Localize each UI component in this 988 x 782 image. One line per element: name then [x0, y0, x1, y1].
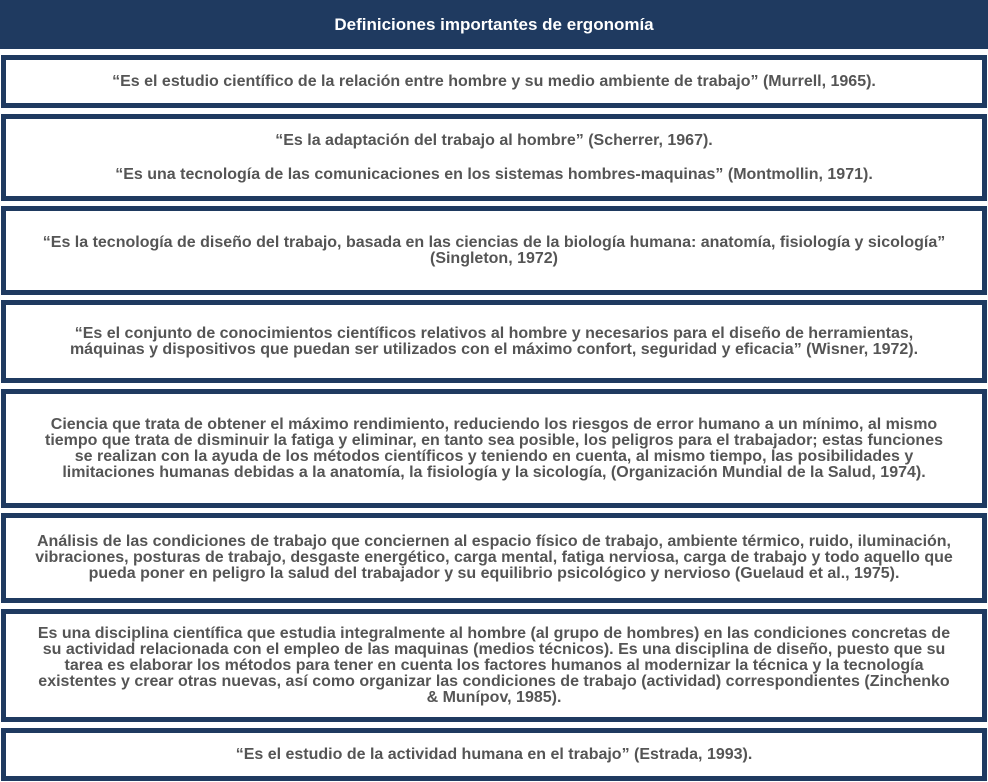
definition-row-zinchenko	[1, 609, 987, 722]
definition-row-wisner	[1, 300, 987, 383]
definition-text: Es una disciplina científica que estudia integralmente al hombre (al grupo de hombres) en las condiciones concretas de su actividad relacionada con el empleo de las maquinas (medios técnicos). Es una disciplina de diseño, puesto que su tarea es elaborar los métodos para tener en cuenta los factores humanos al modernizar la técnica y la tecnología existentes y crear otras nuevas, así como organizar las condiciones de trabajo (actividad) correspondientes (Zinchenko & Munípov, 1985).	[37, 624, 951, 706]
table-title: Definiciones importantes de ergonomía	[334, 14, 654, 34]
definition-row-murrell	[1, 55, 987, 108]
definition-row-guelaud	[1, 513, 987, 603]
definition-text: “Es la tecnología de diseño del trabajo, basada en las ciencias de la biología humana: anatomía, fisiología y sicología” (Singleton, 1972)	[42, 233, 946, 267]
definition-text: “Es la adaptación del trabajo al hombre” (Scherrer, 1967).	[275, 131, 713, 149]
definition-row-singleton	[1, 206, 987, 295]
definition-row-oms	[1, 389, 987, 508]
definition-text: “Es el estudio científico de la relación entre hombre y su medio ambiente de trabajo” (Murrell, 1965).	[112, 72, 876, 90]
definition-row-estrada	[1, 728, 987, 781]
definition-text: Ciencia que trata de obtener el máximo rendimiento, reduciendo los riesgos de error humano a un mínimo, al mismo tiempo que trata de disminuir la fatiga y eliminar, en tanto sea posible, los peligros para el trabajador; estas funciones se realizan con la ayuda de los métodos científicos y teniendo en cuenta, al mismo tiempo, las posibilidades y limitaciones humanas debidas a la anatomía, la fisiología y la sicología, (Organización Mundial de la Salud, 1974).	[44, 415, 943, 481]
definition-row-scherrer-montmollin	[1, 114, 987, 201]
definition-text: Análisis de las condiciones de trabajo que conciernen al espacio físico de trabajo, ambiente térmico, ruido, iluminación, vibraciones, posturas de trabajo, desgaste energético, carga mental, fatiga nerviosa, carga de trabajo y todo aquello que pueda poner en peligro la salud del trabajador y su equilibrio psicológico y nervioso (Guelaud et al., 1975).	[35, 533, 953, 582]
definition-text: “Es una tecnología de las comunicaciones en los sistemas hombres-maquinas” (Montmollin, 1971).	[115, 165, 873, 183]
definition-text: “Es el estudio de la actividad humana en el trabajo” (Estrada, 1993).	[235, 745, 753, 763]
table-header	[0, 0, 988, 49]
definition-text: “Es el conjunto de conocimientos científicos relativos al hombre y necesarios para el diseño de herramientas, máquinas y dispositivos que puedan ser utilizados con el máximo confort, seguridad y eficacia” (Wisner, 1972).	[69, 324, 919, 358]
